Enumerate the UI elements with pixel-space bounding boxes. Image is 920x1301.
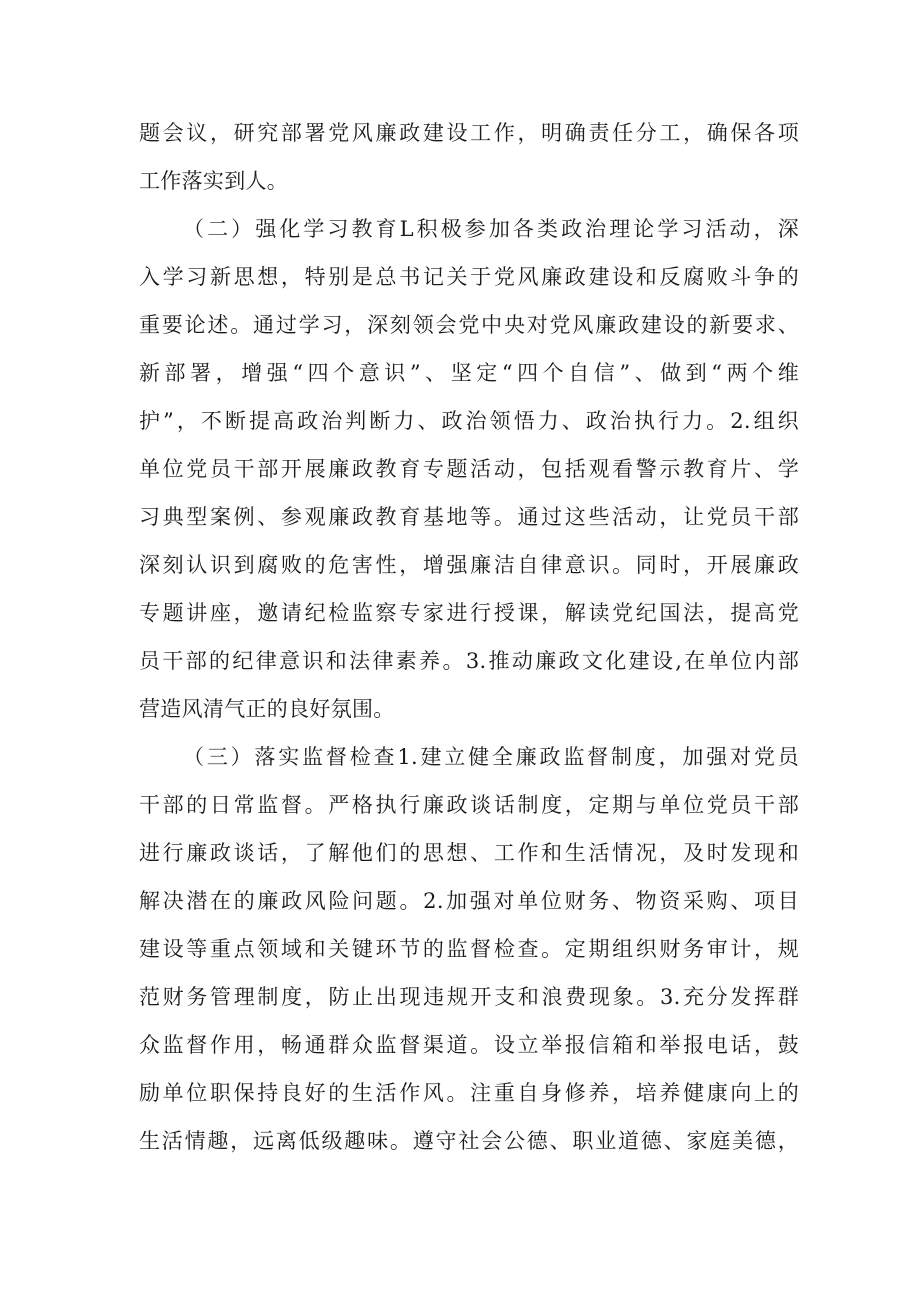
paragraph-2-line-4: 新部署，增强“四个意识”、坚定“四个自信”、做到“两个维 [139,361,799,385]
paragraph-3-line-9: 生活情趣，远离低级趣味。遵守社会公德、职业道德、家庭美德， [139,1129,799,1153]
paragraph-3-line-4: 解决潜在的廉政风险问题。2.加强对单位财务、物资采购、项目 [139,889,799,913]
paragraph-2-line-7: 习典型案例、参观廉政教育基地等。通过这些活动，让党员干部 [139,505,799,529]
paragraph-2-line-10: 员干部的纪律意识和法律素养。3.推动廉政文化建设,在单位内部 [139,649,799,673]
paragraph-2-line-1: （二）强化学习教育L积极参加各类政治理论学习活动，深 [183,217,799,241]
paragraph-2-line-9: 专题讲座，邀请纪检监察专家进行授课，解读党纪国法，提高党 [139,601,799,625]
paragraph-1-line-2: 工作落实到人。 [139,169,289,193]
paragraph-2-line-2: 入学习新思想，特别是总书记关于党风廉政建设和反腐败斗争的 [139,265,799,289]
paragraph-2-line-11: 营造风清气正的良好氛围。 [139,697,395,721]
paragraph-3-line-2: 干部的日常监督。严格执行廉政谈话制度，定期与单位党员干部 [139,793,799,817]
paragraph-3-line-3: 进行廉政谈话，了解他们的思想、工作和生活情况，及时发现和 [139,841,799,865]
paragraph-3-line-5: 建设等重点领域和关键环节的监督检查。定期组织财务审计，规 [139,937,799,961]
paragraph-3-line-8: 励单位职保持良好的生活作风。注重自身修养，培养健康向上的 [139,1081,799,1105]
paragraph-2-line-6: 单位党员干部开展廉政教育专题活动，包括观看警示教育片、学 [139,457,799,481]
paragraph-3-line-7: 众监督作用，畅通群众监督渠道。设立举报信箱和举报电话，鼓 [139,1033,799,1057]
paragraph-3-line-1: （三）落实监督检查1.建立健全廉政监督制度，加强对党员 [183,745,799,769]
paragraph-1-line-1: 题会议，研究部署党风廉政建设工作，明确责任分工，确保各项 [139,121,799,145]
paragraph-2-line-3: 重要论述。通过学习，深刻领会党中央对党风廉政建设的新要求、 [139,313,799,337]
paragraph-3-line-6: 范财务管理制度，防止出现违规开支和浪费现象。3.充分发挥群 [139,985,799,1009]
paragraph-2-line-8: 深刻认识到腐败的危害性，增强廉洁自律意识。同时，开展廉政 [139,553,799,577]
paragraph-2-line-5: 护”，不断提高政治判断力、政治领悟力、政治执行力。2.组织 [139,409,799,433]
